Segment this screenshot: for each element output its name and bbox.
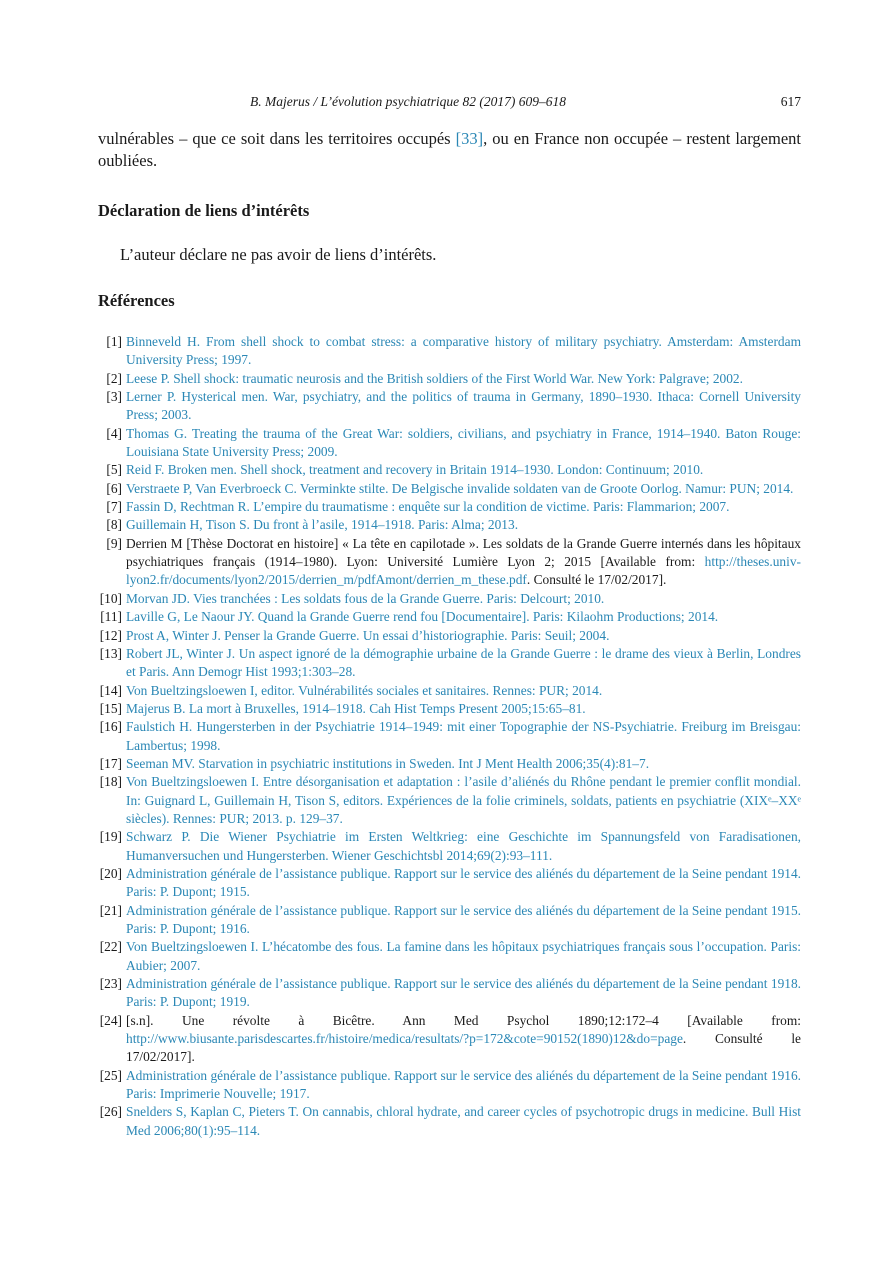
reference-citation: Robert JL, Winter J. Un aspect ignoré de la démographie urbaine de la Grande Guerre : le drame des vieux à Berlin, Londres et Paris. Ann Demogr Hist 1993;1:303–28.: [126, 645, 801, 680]
reference-citation: Von Bueltzingsloewen I. L’hécatombe des fous. La famine dans les hôpitaux psychiatriques français sous l’occupation. Paris: Aubier; 2007.: [126, 939, 801, 973]
reference-citation: Schwarz P. Die Wiener Psychiatrie im Ersten Weltkrieg: eine Geschichte im Spannungsfeld von Faradisationen, Humanversuchen und Hungersterben. Wiener Geschichtsbl 2014;69(2):93–111.: [126, 829, 801, 863]
reference-number: [4]: [106, 425, 122, 441]
reference-number: [23]: [99, 976, 122, 992]
reference-text[interactable]: [126, 371, 743, 386]
reference-item: [98, 590, 801, 608]
reference-item: [98, 608, 801, 626]
reference-number: [13]: [99, 645, 122, 661]
reference-text[interactable]: [126, 829, 801, 862]
reference-text[interactable]: [126, 389, 801, 422]
reference-number: [17]: [99, 755, 122, 771]
page-number: 617: [780, 94, 801, 109]
reference-text[interactable]: [126, 426, 801, 459]
reference-number: [3]: [106, 389, 122, 405]
reference-citation: Prost A, Winter J. Penser la Grande Guerre. Un essai d’historiographie. Paris: Seuil; 2004.: [126, 627, 610, 643]
reference-text[interactable]: [126, 903, 801, 936]
reference-number: [1]: [106, 334, 122, 349]
running-head: [98, 94, 801, 112]
citation-link[interactable]: [33]: [455, 129, 484, 148]
reference-number: [21]: [99, 902, 122, 918]
reference-citation-end: . Consulté le 17/02/2017].: [526, 572, 667, 588]
reference-citation: Majerus B. La mort à Bruxelles, 1914–1918. Cah Hist Temps Present 2005;15:65–81.: [126, 700, 586, 716]
conflicts-paragraph: L’auteur déclare ne pas avoir de liens d’intérêts.: [120, 245, 437, 264]
reference-citation: Morvan JD. Vies tranchées : Les soldats fous de la Grande Guerre. Paris: Delcourt; 2010.: [126, 590, 605, 606]
reference-citation: Fassin D, Rechtman R. L’empire du traumatisme : enquête sur la condition de victime. Paris: Flammarion; 2007.: [126, 499, 730, 515]
reference-item: [98, 425, 801, 462]
reference-number: [25]: [99, 1067, 122, 1083]
reference-citation: Guillemain H, Tison S. Du front à l’asile, 1914–1918. Paris: Alma; 2013.: [126, 517, 519, 533]
reference-citation: Lerner P. Hysterical men. War, psychiatry, and the politics of trauma in Germany, 1890–1930. Ithaca: Cornell University Press; 2003.: [126, 389, 801, 423]
reference-number: [9]: [106, 535, 122, 551]
running-title: B. Majerus / L’évolution psychiatrique 82 (2017) 609–618: [250, 94, 566, 109]
reference-text[interactable]: [126, 756, 649, 771]
intro-paragraph: [98, 128, 801, 172]
reference-item: [98, 1012, 801, 1067]
reference-item: [98, 461, 801, 479]
reference-text[interactable]: [126, 628, 609, 643]
reference-item: [98, 535, 801, 590]
reference-number: [7]: [106, 499, 122, 515]
reference-citation-end: . Consulté le 17/02/2017].: [126, 1031, 801, 1065]
reference-number: [24]: [99, 1012, 122, 1028]
reference-number: [8]: [106, 517, 122, 533]
reference-item: [98, 1103, 801, 1140]
reference-text[interactable]: [126, 517, 518, 532]
reference-item: [98, 498, 801, 516]
reference-text[interactable]: [126, 481, 793, 496]
reference-item: [98, 1067, 801, 1104]
reference-item: [98, 828, 801, 865]
reference-text[interactable]: [126, 939, 801, 972]
conflicts-heading: Déclaration de liens d’intérêts: [98, 201, 310, 220]
intro-text-before: vulnérables – que ce soit dans les territoires occupés: [98, 129, 456, 148]
reference-citation: Reid F. Broken men. Shell shock, treatment and recovery in Britain 1914–1930. London: Continuum; 2010.: [126, 462, 704, 478]
reference-number: [2]: [106, 370, 122, 386]
reference-citation: Derrien M [Thèse Doctorat en histoire] « La tête en capilotade ». Les soldats de la Grande Guerre internés dans les hôpitaux psychiatriques français (1914–1980). Lyon: Université Lumière Lyon 2; 2015 [Available from:: [126, 535, 801, 570]
reference-number: [6]: [106, 480, 122, 496]
reference-citation: Administration générale de l’assistance publique. Rapport sur le service des aliénés du département de la Seine pendant 1918. Paris: P. Dupont; 1919.: [126, 976, 801, 1010]
reference-number: [26]: [99, 1104, 122, 1120]
reference-number: [5]: [106, 462, 122, 478]
reference-text[interactable]: [126, 334, 801, 367]
reference-number: [15]: [99, 700, 122, 716]
reference-item: [98, 902, 801, 939]
reference-text[interactable]: [126, 683, 602, 698]
reference-text[interactable]: [126, 462, 703, 477]
reference-citation: Von Bueltzingsloewen I. Entre désorganisation et adaptation : l’asile d’aliénés du Rhône pendant le premier conflit mondial. In: Guignard L, Guillemain H, Tison S, editors. Expériences de la folie criminels, soldats, patients en psychiatrie (XIXᵉ–XXᵉ siècles). Rennes: PUR; 2013. p. 129–37.: [126, 774, 801, 826]
reference-citation: [s.n]. Une révolte à Bicêtre. Ann Med Psychol 1890;12:172–4 [Available from:: [126, 1012, 801, 1028]
reference-item: [98, 627, 801, 645]
reference-item: [98, 682, 801, 700]
reference-text[interactable]: [126, 609, 718, 624]
reference-citation: Laville G, Le Naour JY. Quand la Grande Guerre rend fou [Documentaire]. Paris: Kilaohm Productions; 2014.: [126, 609, 719, 625]
reference-citation: Binneveld H. From shell shock to combat stress: a comparative history of military psychiatry. Amsterdam: Amsterdam University Press; 1997.: [126, 334, 801, 368]
reference-item: [98, 700, 801, 718]
reference-text[interactable]: [126, 646, 801, 679]
reference-text[interactable]: [126, 774, 801, 826]
reference-item: [98, 755, 801, 773]
reference-text[interactable]: [126, 1104, 801, 1137]
reference-citation: Snelders S, Kaplan C, Pieters T. On cannabis, chloral hydrate, and career cycles of psychotropic drugs in medicine. Bull Hist Med 2006;80(1):95–114.: [126, 1104, 801, 1138]
reference-item: [98, 773, 801, 828]
reference-citation: Thomas G. Treating the trauma of the Great War: soldiers, civilians, and psychiatry in France, 1914–1940. Baton Rouge: Louisiana State University Press; 2009.: [126, 425, 801, 460]
reference-item: [98, 516, 801, 534]
reference-item: [98, 645, 801, 682]
reference-item: [98, 865, 801, 902]
reference-text[interactable]: [126, 591, 604, 606]
references-list: [98, 333, 801, 1140]
reference-citation: Administration générale de l’assistance publique. Rapport sur le service des aliénés du département de la Seine pendant 1915. Paris: P. Dupont; 1916.: [126, 902, 801, 936]
intro-text-after: , ou en France non occupée – restent largement oubliées.: [98, 129, 801, 170]
reference-number: [11]: [100, 609, 122, 625]
reference-citation: Faulstich H. Hungersterben in der Psychiatrie 1914–1949: mit einer Topographie der NS-Psychiatrie. Freiburg im Breisgau: Lambertus; 1998.: [126, 719, 801, 753]
reference-number: [12]: [99, 627, 122, 643]
reference-number: [22]: [99, 939, 122, 955]
reference-citation: Von Bueltzingsloewen I, editor. Vulnérabilités sociales et sanitaires. Rennes: PUR; 2014.: [126, 682, 603, 698]
reference-number: [20]: [99, 865, 122, 881]
reference-item: [98, 975, 801, 1012]
reference-url-link[interactable]: http://www.biusante.parisdescartes.fr/histoire/medica/resultats/?p=172&cote=90152(1890)12&do=page: [126, 1031, 683, 1047]
reference-text[interactable]: [126, 499, 729, 514]
reference-text[interactable]: [126, 976, 801, 1009]
reference-text: [126, 1013, 801, 1065]
reference-citation: Administration générale de l’assistance publique. Rapport sur le service des aliénés du département de la Seine pendant 1914. Paris: P. Dupont; 1915.: [126, 865, 801, 900]
reference-number: [19]: [99, 829, 122, 845]
reference-item: [98, 480, 801, 498]
reference-text[interactable]: [126, 719, 801, 752]
reference-number: [14]: [99, 682, 122, 698]
reference-citation: Verstraete P, Van Everbroeck C. Verminkte stilte. De Belgische invalide soldaten van de Groote Oorlog. Namur: PUN; 2014.: [126, 480, 794, 496]
reference-text[interactable]: [126, 701, 586, 716]
reference-item: [98, 333, 801, 370]
reference-text[interactable]: [126, 1068, 801, 1101]
reference-number: [10]: [99, 590, 122, 606]
reference-citation: Administration générale de l’assistance publique. Rapport sur le service des aliénés du département de la Seine pendant 1916. Paris: Imprimerie Nouvelle; 1917.: [126, 1067, 801, 1102]
reference-item: [98, 388, 801, 425]
reference-text[interactable]: [126, 866, 801, 899]
references-heading: Références: [98, 291, 175, 310]
reference-number: [16]: [99, 719, 122, 735]
reference-citation: Seeman MV. Starvation in psychiatric institutions in Sweden. Int J Ment Health 2006;35(4):81–7.: [126, 755, 650, 771]
reference-item: [98, 938, 801, 975]
reference-text: [126, 536, 801, 588]
reference-url-link[interactable]: http://theses.univ-lyon2.fr/documents/lyon2/2015/derrien_m/pdfAmont/derrien_m_these.pdf: [126, 554, 801, 588]
reference-citation: Leese P. Shell shock: traumatic neurosis and the British soldiers of the First World War. New York: Palgrave; 2002.: [126, 370, 743, 386]
reference-item: [98, 718, 801, 755]
reference-number: [18]: [99, 774, 122, 790]
reference-item: [98, 370, 801, 388]
